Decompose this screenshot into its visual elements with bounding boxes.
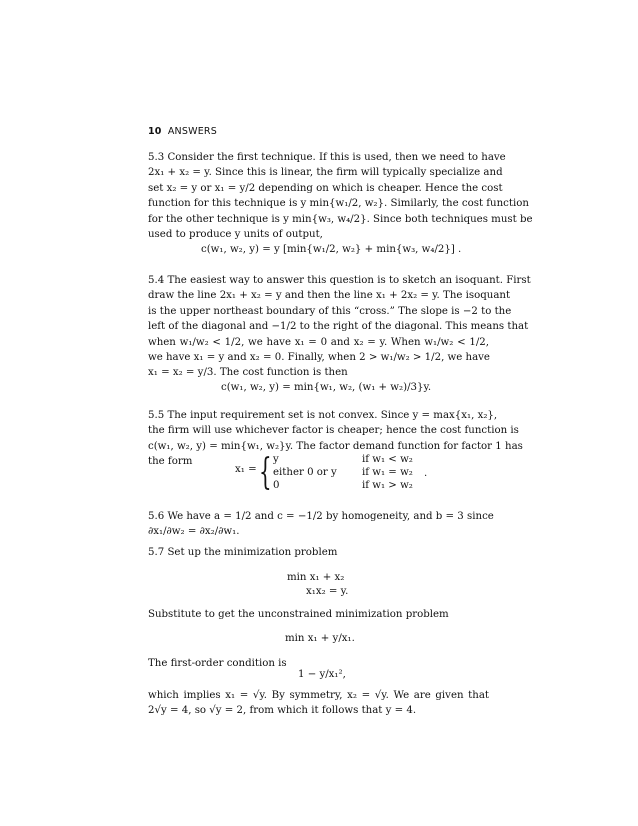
answer-5-4 xyxy=(148,273,531,381)
text-line: the firm will use whichever factor is cheaper; hence the cost function is xyxy=(148,425,519,437)
text-line: the form xyxy=(148,456,193,468)
objective: min x₁ + x₂ xyxy=(287,572,345,583)
case-value: either 0 or y xyxy=(273,467,337,478)
running-header xyxy=(148,126,217,137)
page-number: 10 xyxy=(148,126,162,137)
text-line: function for this technique is y min{w₁/2, w₂}. Similarly, the cost function xyxy=(148,198,529,210)
case-condition: if w₁ = w₂ xyxy=(362,467,413,478)
text-line: 5.6 We have a = 1/2 and c = −1/2 by homogeneity, and b = 3 since xyxy=(148,511,494,522)
text-line: c(w₁, w₂, y) = min{w₁, w₂}y. The factor demand function for factor 1 has xyxy=(148,440,523,452)
answer-5-6 xyxy=(148,509,494,540)
text-line: draw the line 2x₁ + x₂ = y and then the line x₁ + 2x₂ = y. The isoquant xyxy=(148,290,511,302)
case-value: y xyxy=(273,454,279,465)
case-condition: if w₁ < w₂ xyxy=(362,454,413,465)
text-line: 5.3 Consider the first technique. If this is used, then we need to have xyxy=(148,152,506,163)
text-line: is the upper northeast boundary of this “cross.” The slope is −2 to the xyxy=(148,305,512,317)
equation-5-3: c(w₁, w₂, y) = y [min{w₁/2, w₂} + min{w₃, w₄/2}] . xyxy=(201,244,462,255)
text-line: which implies x₁ = √y. By symmetry, x₂ = √y. We are given that xyxy=(148,690,489,701)
text-line: 2x₁ + x₂ = y. Since this is linear, the firm will typically specialize and xyxy=(148,167,503,179)
text-line: 5.5 The input requirement set is not convex. Since y = max{x₁, x₂}, xyxy=(148,410,498,421)
section-title: ANSWERS xyxy=(167,126,217,137)
text-line: we have x₁ = y and x₂ = 0. Finally, when 2 > w₁/w₂ > 1/2, we have xyxy=(148,352,490,364)
answer-5-3 xyxy=(148,150,533,242)
text-line: when w₁/w₂ < 1/2, we have x₁ = 0 and x₂ = y. When w₁/w₂ < 1/2, xyxy=(148,336,489,348)
answer-5-7-conclusion xyxy=(148,688,489,719)
left-brace: { xyxy=(259,452,272,493)
text-line: used to produce y units of output, xyxy=(148,229,323,241)
text-line: Substitute to get the unconstrained minimization problem xyxy=(148,609,449,620)
text-line: The first-order condition is xyxy=(148,658,287,669)
text-line: for the other technique is y min{w₃, w₄/2}. Since both techniques must be xyxy=(148,213,533,225)
first-order-condition: 1 − y/x₁², xyxy=(298,669,346,680)
text-line: left of the diagonal and −1/2 to the right of the diagonal. This means that xyxy=(148,321,529,333)
text-line: 2√y = 4, so √y = 2, from which it follows that y = 4. xyxy=(148,705,417,717)
case-lhs: x₁ = xyxy=(235,464,257,475)
case-period: . xyxy=(424,468,428,479)
text-line: set x₂ = y or x₁ = y/2 depending on which is cheaper. Hence the cost xyxy=(148,182,503,194)
substitute-text xyxy=(148,607,489,622)
text-line: 5.4 The easiest way to answer this question is to sketch an isoquant. First xyxy=(148,275,531,286)
case-value: 0 xyxy=(273,480,280,491)
case-condition: if w₁ > w₂ xyxy=(362,480,413,491)
text-line: 5.7 Set up the minimization problem xyxy=(148,547,338,558)
unconstrained-problem: min x₁ + y/x₁. xyxy=(285,633,355,644)
constraint: x₁x₂ = y. xyxy=(306,586,349,597)
text-line: x₁ = x₂ = y/3. The cost function is then xyxy=(148,367,348,379)
text-line: ∂x₁/∂w₂ = ∂x₂/∂w₁. xyxy=(148,526,240,538)
answer-5-7-intro xyxy=(148,545,489,560)
equation-5-4: c(w₁, w₂, y) = min{w₁, w₂, (w₁ + w₂)/3}y. xyxy=(221,382,432,393)
